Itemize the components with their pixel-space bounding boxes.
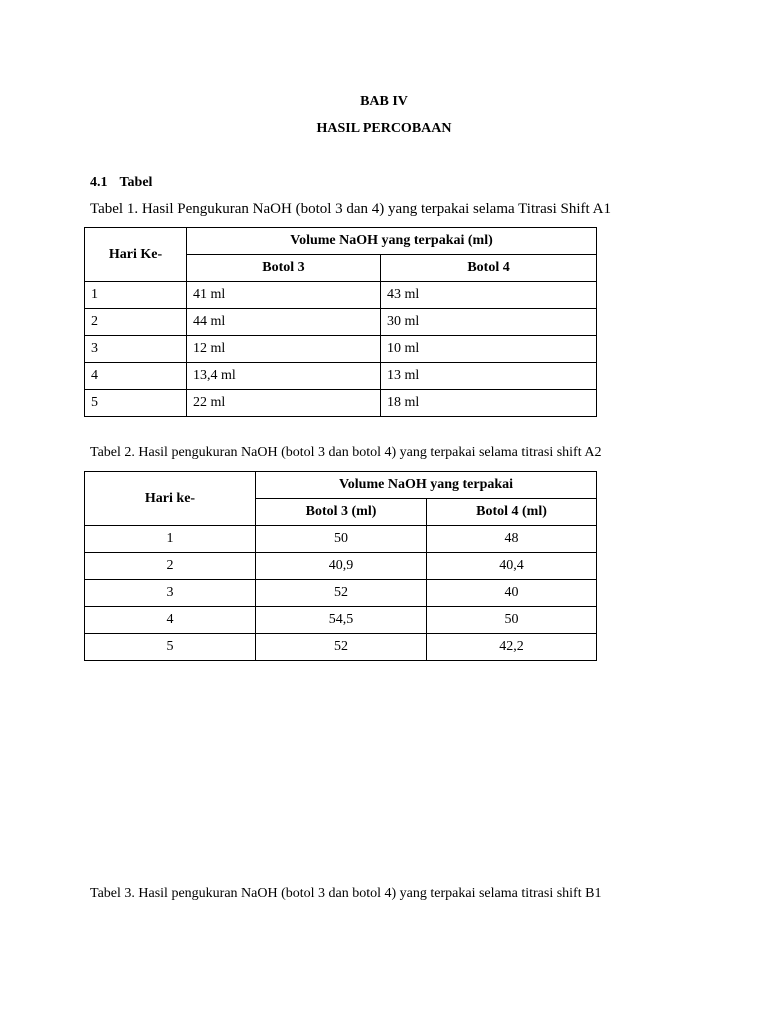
table2-cell-botol3: 52 (256, 634, 427, 661)
table1-cell-day: 3 (85, 336, 187, 363)
table2-cell-botol4: 40 (427, 580, 597, 607)
chapter-heading: BAB IV (360, 94, 408, 109)
table1-cell-botol4: 10 ml (381, 336, 597, 363)
table-row (85, 309, 597, 336)
table1-cell-day: 5 (85, 390, 187, 417)
table2-cell-day: 2 (85, 553, 256, 580)
table2-cell-day: 5 (85, 634, 256, 661)
table2-cell-botol3: 52 (256, 580, 427, 607)
table2-cell-day: 3 (85, 580, 256, 607)
table-row (85, 363, 597, 390)
table2-header-day: Hari ke- (85, 472, 256, 526)
table1-cell-botol4: 30 ml (381, 309, 597, 336)
table1-cell-botol3: 44 ml (187, 309, 381, 336)
table2-header-volume: Volume NaOH yang terpakai (256, 472, 597, 499)
table2-cell-botol3: 40,9 (256, 553, 427, 580)
table-row (85, 526, 597, 553)
table1-cell-day: 1 (85, 282, 187, 309)
table1-cell-botol3: 12 ml (187, 336, 381, 363)
table2-cell-botol4: 42,2 (427, 634, 597, 661)
table1-cell-day: 4 (85, 363, 187, 390)
table-row (85, 634, 597, 661)
table-row (85, 390, 597, 417)
table2-caption: Tabel 2. Hasil pengukuran NaOH (botol 3 dan botol 4) yang terpakai selama titrasi shift A2 (90, 445, 602, 460)
table3-caption: Tabel 3. Hasil pengukuran NaOH (botol 3 dan botol 4) yang terpakai selama titrasi shift B1 (90, 886, 602, 901)
table-row (85, 607, 597, 634)
table2-cell-botol3: 50 (256, 526, 427, 553)
section-number: 4.1 (90, 175, 108, 190)
table2-header-botol3: Botol 3 (ml) (256, 499, 427, 526)
table-row (85, 553, 597, 580)
table1-cell-day: 2 (85, 309, 187, 336)
table1-cell-botol3: 22 ml (187, 390, 381, 417)
table2-cell-botol4: 40,4 (427, 553, 597, 580)
table1 (84, 227, 597, 417)
table2-header-botol4: Botol 4 (ml) (427, 499, 597, 526)
table2-cell-botol3: 54,5 (256, 607, 427, 634)
table1-cell-botol4: 43 ml (381, 282, 597, 309)
page-title: HASIL PERCOBAAN (316, 121, 452, 136)
table1-cell-botol4: 18 ml (381, 390, 597, 417)
table2-cell-day: 1 (85, 526, 256, 553)
table1-header-botol4: Botol 4 (381, 255, 597, 282)
table1-cell-botol3: 41 ml (187, 282, 381, 309)
table1-caption: Tabel 1. Hasil Pengukuran NaOH (botol 3 dan 4) yang terpakai selama Titrasi Shift A1 (90, 201, 611, 217)
table1-cell-botol3: 13,4 ml (187, 363, 381, 390)
table2-cell-botol4: 48 (427, 526, 597, 553)
table1-header-day: Hari Ke- (85, 228, 187, 282)
table1-header-botol3: Botol 3 (187, 255, 381, 282)
table1-cell-botol4: 13 ml (381, 363, 597, 390)
table1-header-volume: Volume NaOH yang terpakai (ml) (187, 228, 597, 255)
table2-cell-botol4: 50 (427, 607, 597, 634)
section-heading (90, 175, 152, 191)
table-row (85, 580, 597, 607)
table2-cell-day: 4 (85, 607, 256, 634)
table-row (85, 282, 597, 309)
table-row (85, 336, 597, 363)
section-label: Tabel (119, 175, 153, 190)
table2 (84, 471, 597, 661)
